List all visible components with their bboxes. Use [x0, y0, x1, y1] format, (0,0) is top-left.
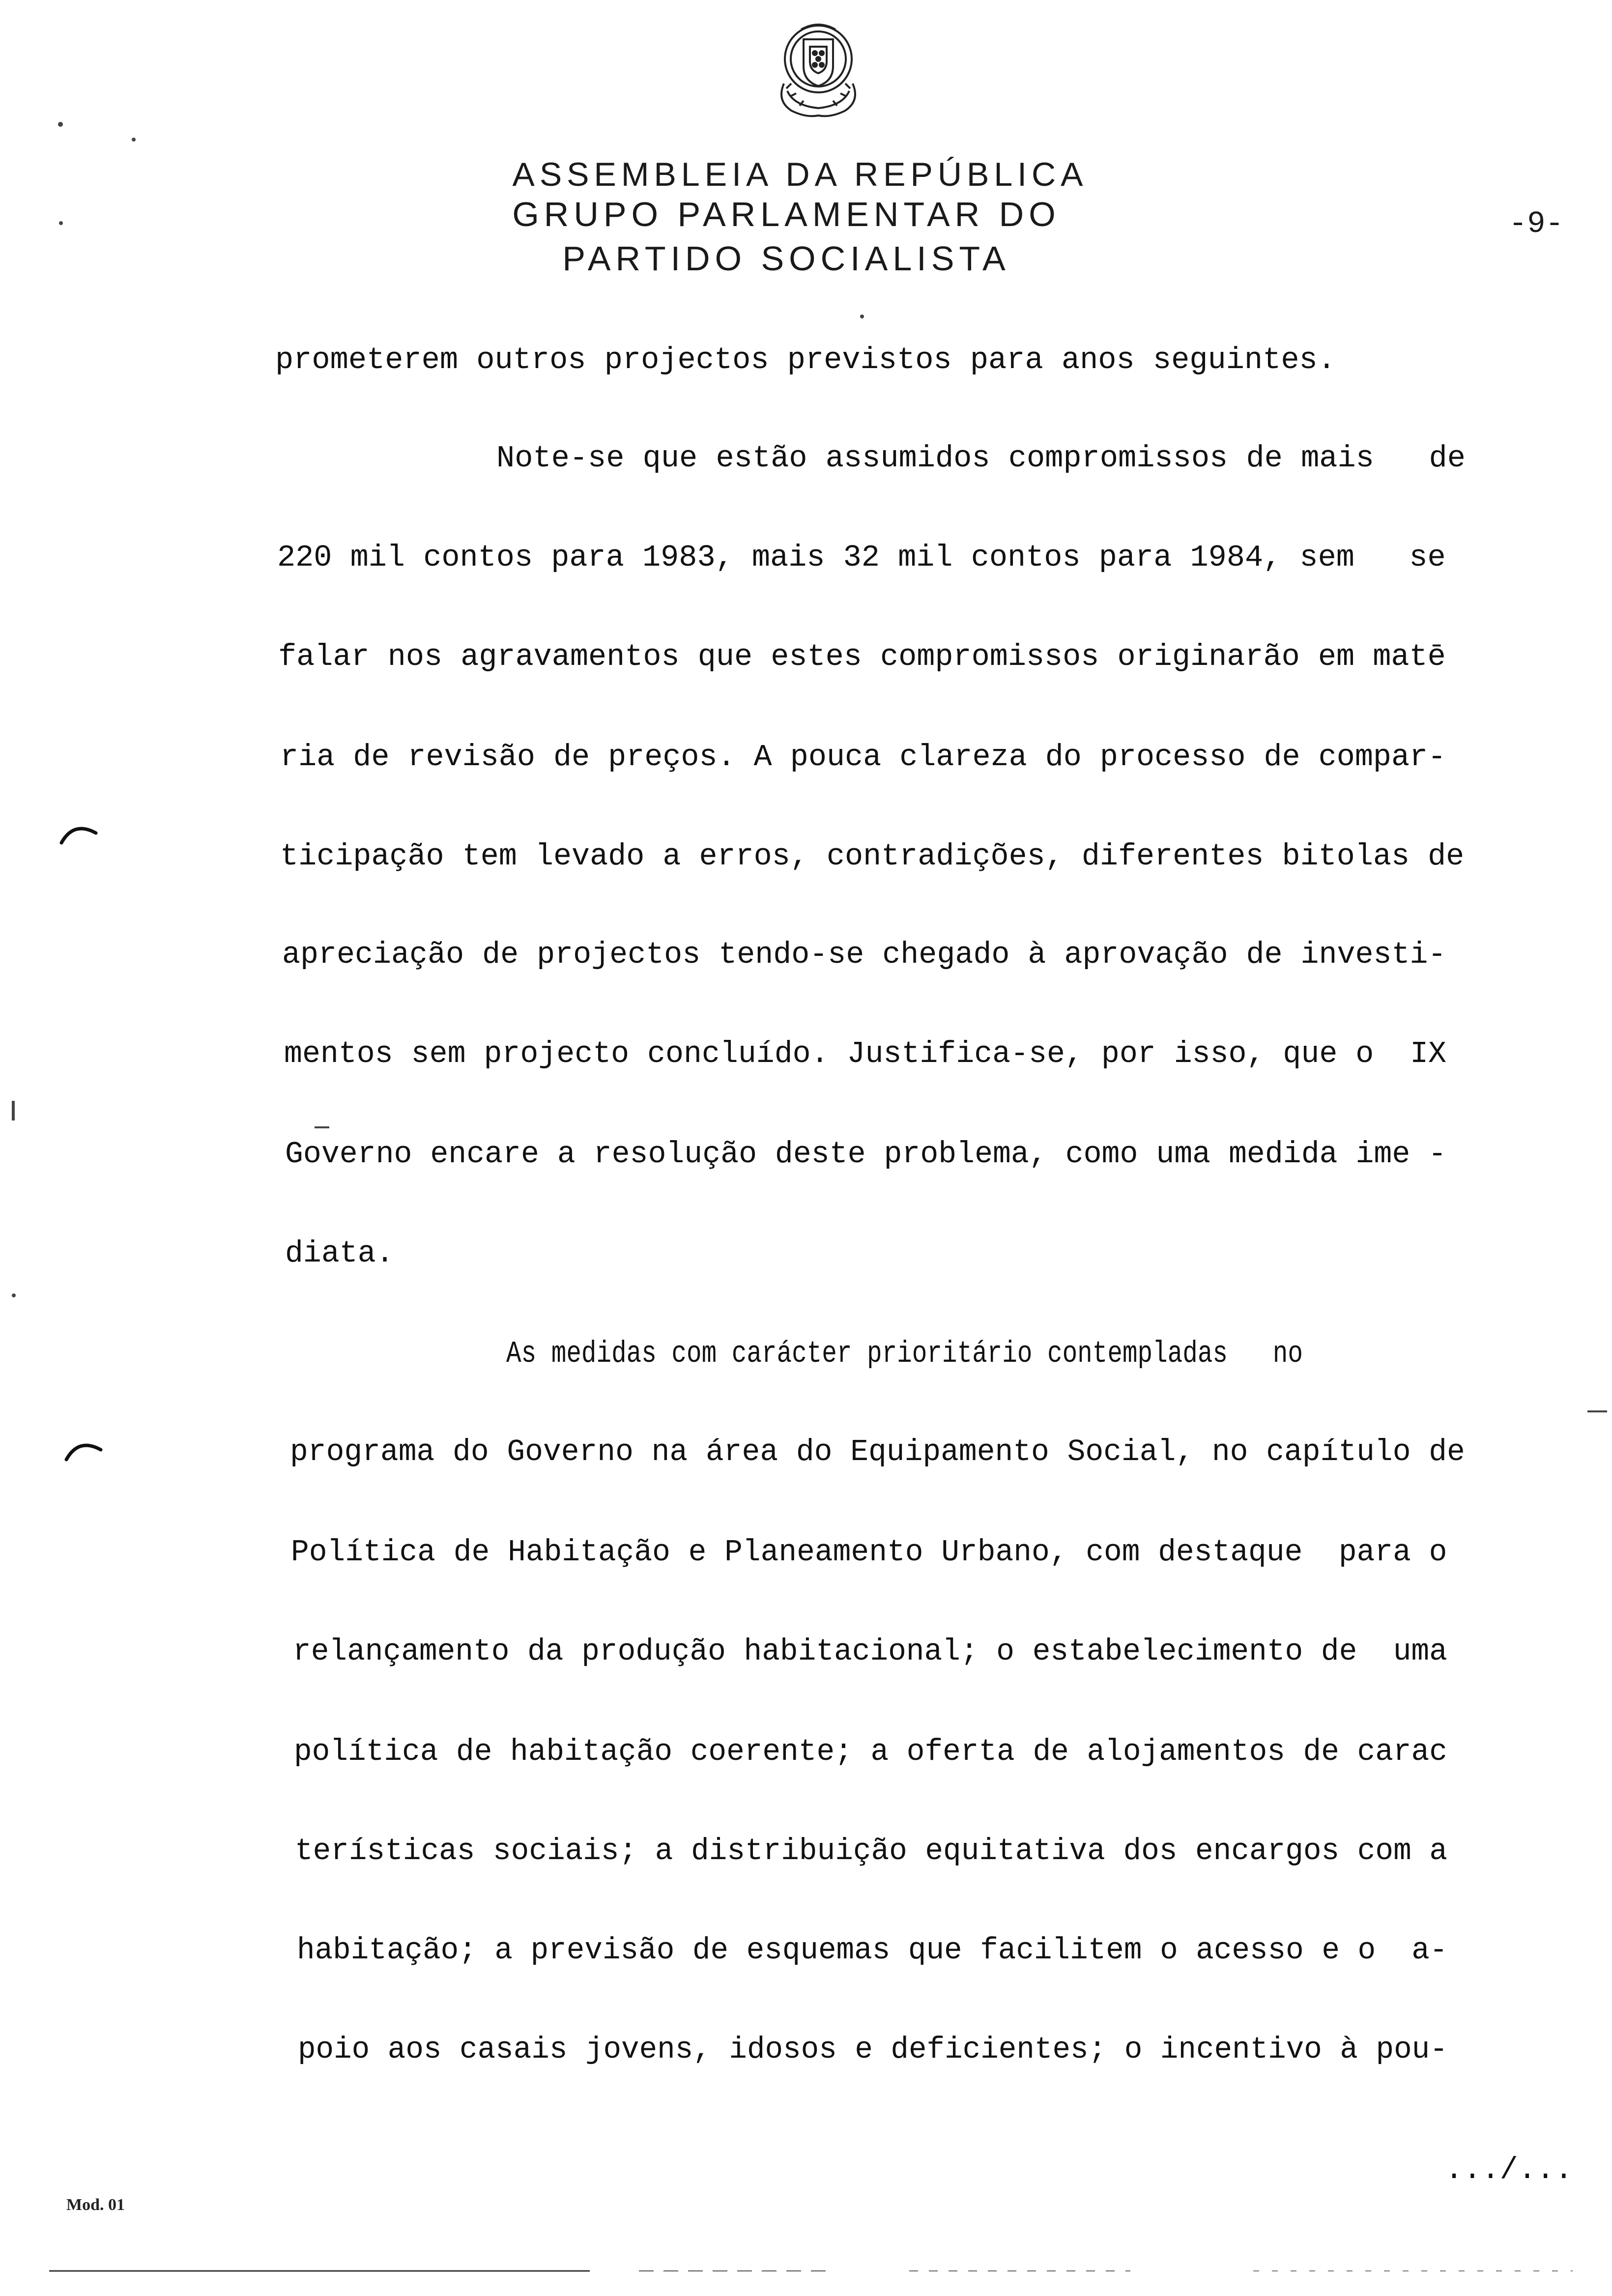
body-line-6: ticipação tem levado a erros, contradições, diferentes bitolas de [280, 839, 1465, 874]
body-line-18: poio aos casais jovens, idosos e deficientes; o incentivo à pou- [298, 2032, 1448, 2067]
body-line-7: apreciação de projectos tendo-se chegado à aprovação de investi- [282, 937, 1446, 972]
body-line-13: Política de Habitação e Planeamento Urbano, com destaque para o [291, 1535, 1447, 1570]
continuation-mark: .../... [1445, 2152, 1573, 2187]
body-line-1: prometerem outros projectos previstos para anos seguintes. [275, 343, 1336, 377]
coat-of-arms-icon [757, 10, 880, 133]
scan-speck [12, 1293, 16, 1297]
body-line-2: Note-se que estão assumidos compromissos de mais de [496, 441, 1466, 476]
body-line-16: terísticas sociais; a distribuição equitativa dos encargos com a [295, 1834, 1447, 1868]
scan-speck [58, 122, 63, 127]
body-line-11: As medidas com carácter prioritário contempladas no [506, 1336, 1303, 1371]
body-line-15: política de habitação coerente; a oferta de alojamentos de carac [294, 1734, 1447, 1769]
bottom-rule [49, 2269, 1573, 2272]
body-line-9: Governo encare a resolução deste problema, como uma medida ime - [285, 1137, 1447, 1172]
scan-speck [59, 221, 63, 225]
header-line-2: GRUPO PARLAMENTAR DO [512, 195, 1061, 233]
header-line-3: PARTIDO SOCIALISTA [562, 239, 1010, 278]
scan-speck [132, 138, 136, 142]
body-line-8: mentos sem projecto concluído. Justifica-se, por isso, que o IX [284, 1036, 1446, 1071]
form-code: Mod. 01 [66, 2196, 125, 2214]
scan-speck [860, 315, 864, 318]
body-line-14: relançamento da produção habitacional; o estabelecimento de uma [293, 1634, 1447, 1669]
page-number: -9- [1509, 206, 1564, 241]
scan-speck [12, 1101, 15, 1120]
body-line-10: diata. [285, 1236, 394, 1271]
body-line-17: habitação; a previsão de esquemas que facilitem o acesso e o a- [297, 1933, 1448, 1968]
body-line-5: ria de revisão de preços. A pouca clareza do processo de compar- [280, 740, 1446, 775]
scan-speck [315, 1126, 329, 1128]
punch-mark-icon [64, 1435, 103, 1464]
body-line-3: 220 mil contos para 1983, mais 32 mil contos para 1984, sem se [277, 540, 1446, 575]
scan-speck [1587, 1410, 1607, 1412]
header-line-1: ASSEMBLEIA DA REPÚBLICA [512, 156, 1088, 193]
body-line-12: programa do Governo na área do Equipamento Social, no capítulo de [290, 1435, 1465, 1469]
body-line-4: falar nos agravamentos que estes compromissos originarão em matē [278, 639, 1446, 674]
punch-mark-icon [59, 818, 98, 848]
